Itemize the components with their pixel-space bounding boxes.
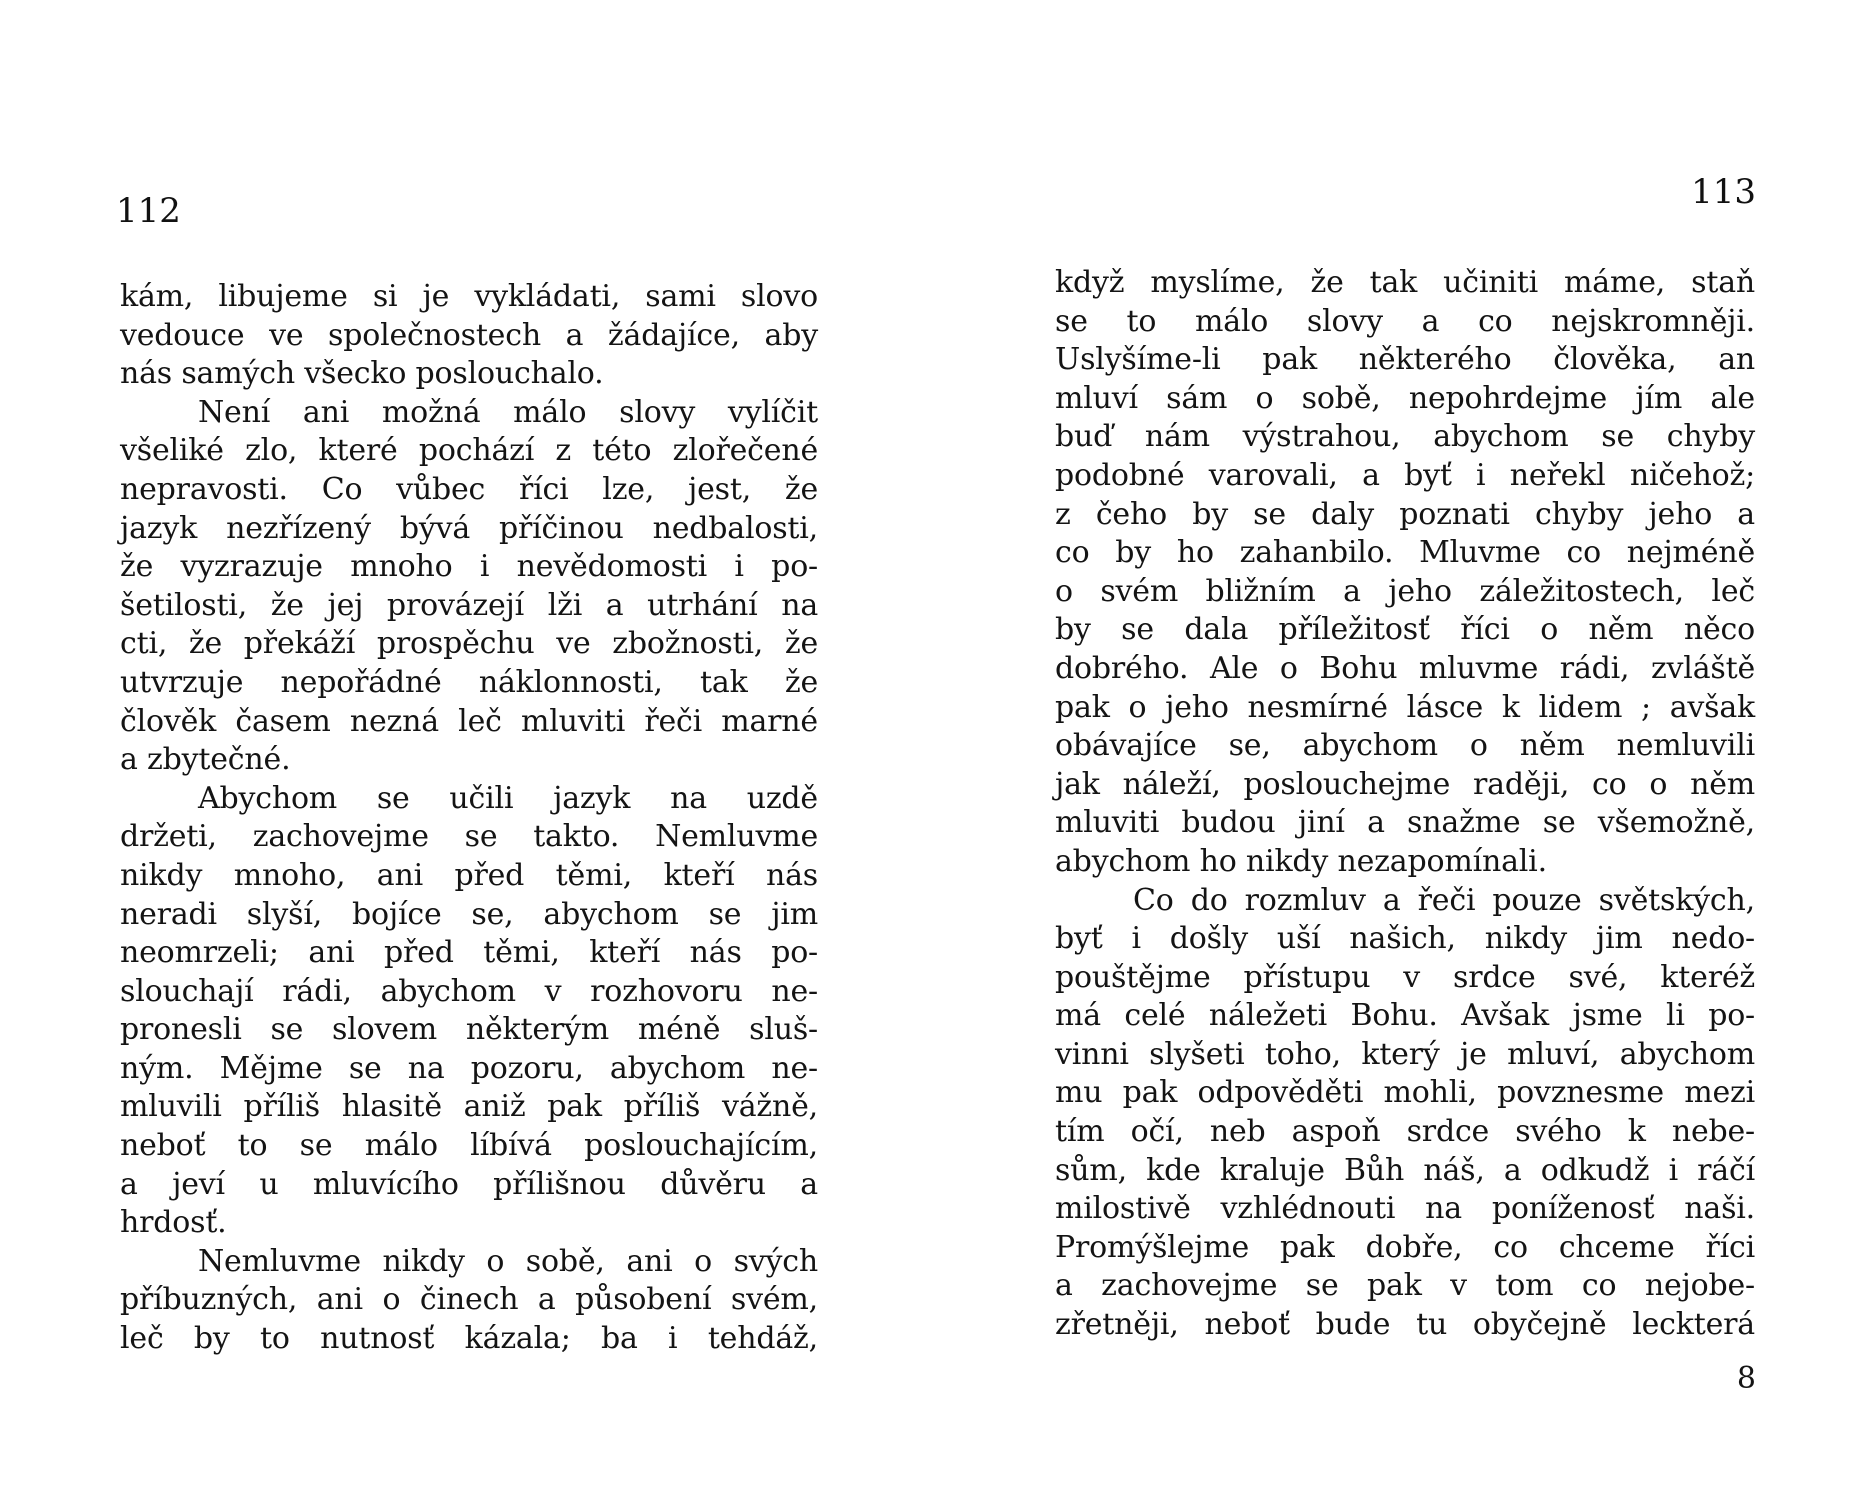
text-line: buď nám výstrahou, abychom se chyby	[1055, 419, 1755, 455]
text-line: utvrzuje nepořádné náklonnosti, tak že	[120, 664, 818, 700]
text-line: všeliké zlo, které pochází z této zlořečené	[120, 433, 818, 469]
text-line: Co do rozmluv a řeči pouze světských,	[1133, 882, 1755, 918]
text-line: Promýšlejme pak dobře, co chceme říci	[1055, 1229, 1755, 1265]
text-line: Není ani možná málo slovy vylíčit	[198, 394, 818, 430]
text-line: kám, libujeme si je vykládati, sami slovo	[120, 279, 818, 314]
text-line: cti, že překáží prospěchu ve zbožnosti, že	[120, 626, 818, 662]
text-line: mluví sám o sobě, nepohrdejme jím ale	[1055, 380, 1755, 416]
text-line: sům, kde kraluje Bůh náš, a odkudž i ráčí	[1055, 1152, 1755, 1188]
text-line: když myslíme, že tak učiniti máme, staň	[1055, 265, 1755, 300]
text-line: podobné varovali, a byť i neřekl ničehož;	[1055, 457, 1755, 493]
page-number-right: 113	[1691, 172, 1756, 212]
text-line: jazyk nezřízený bývá příčinou nedbalosti,	[120, 510, 818, 546]
text-line: že vyzrazuje mnoho i nevědomosti i po-	[120, 549, 818, 585]
text-line: mluvili příliš hlasitě aniž pak příliš vážně,	[120, 1089, 818, 1125]
text-line: člověk časem nezná leč mluviti řeči marné	[120, 703, 818, 739]
text-line: pouštějme přístupu v srdce své, kteréž	[1055, 959, 1755, 995]
text-line: dobrého. Ale o Bohu mluvme rádi, zvláště	[1055, 650, 1755, 686]
text-line: Nemluvme nikdy o sobě, ani o svých	[198, 1243, 818, 1279]
text-line: držeti, zachovejme se takto. Nemluvme	[120, 819, 818, 855]
text-line: by se dala příležitosť říci o něm něco	[1055, 612, 1755, 648]
text-line: nepravosti. Co vůbec říci lze, jest, že	[120, 471, 818, 507]
right-page	[927, 0, 1854, 1500]
text-line: leč by to nutnosť kázala; ba i tehdáž,	[120, 1321, 818, 1357]
text-line: abychom ho nikdy nezapomínali.	[1055, 843, 1547, 879]
text-line: neboť to se málo líbívá poslouchajícím,	[120, 1128, 818, 1164]
text-line: mu pak odpověděti mohli, povznesme mezi	[1055, 1075, 1755, 1111]
text-line: Abychom se učili jazyk na uzdě	[198, 780, 818, 816]
text-line: se to málo slovy a co nejskromněji.	[1055, 303, 1755, 339]
text-line: a zachovejme se pak v tom co nejobe-	[1055, 1268, 1755, 1304]
text-line: a jeví u mluvícího přílišnou důvěru a	[120, 1166, 818, 1202]
text-line: neradi slyší, bojíce se, abychom se jim	[120, 896, 818, 932]
text-line: šetilosti, že jej provázejí lži a utrhání na	[120, 587, 818, 623]
text-line: obávajíce se, abychom o něm nemluvili	[1055, 728, 1755, 764]
text-line: neomrzeli; ani před těmi, kteří nás po-	[120, 935, 818, 971]
text-line: tím očí, neb aspoň srdce svého k nebe-	[1055, 1114, 1755, 1150]
text-line: milostivě vzhlédnouti na poníženosť naši.	[1055, 1191, 1755, 1227]
text-line: vedouce ve společnostech a žádajíce, aby	[120, 317, 818, 353]
text-line: nás samých všecko poslouchalo.	[120, 356, 604, 392]
text-line: nikdy mnoho, ani před těmi, kteří nás	[120, 857, 818, 893]
text-line: vinni slyšeti toho, který je mluví, abychom	[1055, 1036, 1755, 1072]
text-line: zřetněji, neboť bude tu obyčejně leckterá	[1055, 1307, 1755, 1343]
text-line: co by ho zahanbilo. Mluvme co nejméně	[1055, 535, 1755, 571]
text-line: z čeho by se daly poznati chyby jeho a	[1055, 496, 1755, 532]
left-page-text	[120, 278, 818, 1359]
text-line: hrdosť.	[120, 1205, 227, 1241]
text-line: pronesli se slovem některým méně sluš-	[120, 1012, 818, 1048]
text-line: má celé náležeti Bohu. Avšak jsme li po-	[1055, 998, 1755, 1034]
signature-mark: 8	[1736, 1361, 1756, 1396]
page-number-left: 112	[116, 191, 181, 231]
text-line: mluviti budou jiní a snažme se všemožně,	[1055, 805, 1755, 841]
text-line: jak náleží, poslouchejme raději, co o něm	[1055, 766, 1755, 802]
text-line: příbuzných, ani o činech a působení svém,	[120, 1282, 818, 1318]
text-line: slouchají rádi, abychom v rozhovoru ne-	[120, 973, 818, 1009]
text-line: pak o jeho nesmírné lásce k lidem ; avšak	[1055, 689, 1755, 725]
text-line: o svém bližním a jeho záležitostech, leč	[1055, 573, 1755, 609]
text-line: a zbytečné.	[120, 742, 291, 778]
right-page-text	[1055, 264, 1755, 1345]
text-line: Uslyšíme-li pak některého člověka, an	[1055, 342, 1755, 378]
text-line: ným. Mějme se na pozoru, abychom ne-	[120, 1050, 818, 1086]
text-line: byť i došly uší našich, nikdy jim nedo-	[1055, 921, 1755, 957]
